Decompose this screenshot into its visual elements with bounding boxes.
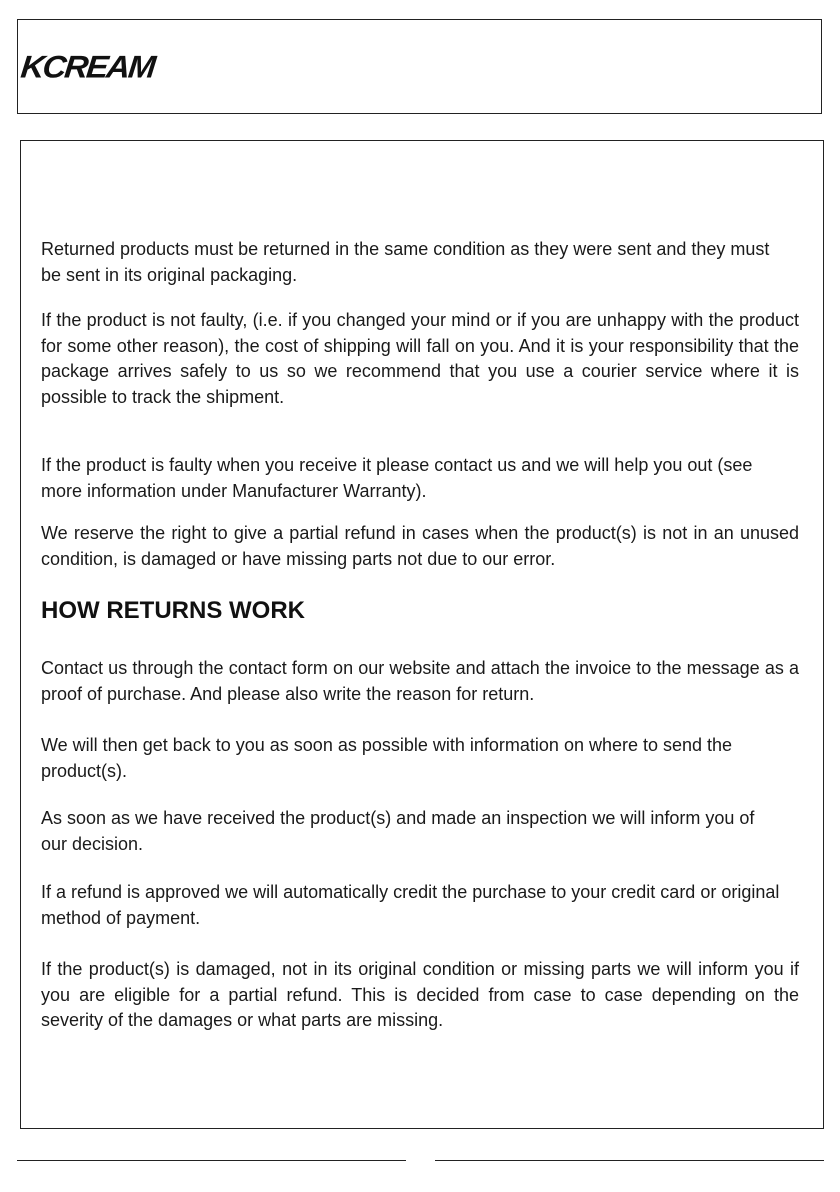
step-damaged: If the product(s) is damaged, not in its original condition or missing parts we will inform you if you are eligible for a partial refund. This is decided from case to case depending on the severity of the damages or what parts are missing. <box>41 959 799 1031</box>
paragraph-partial-refund: We reserve the right to give a partial refund in cases when the product(s) is not in an unused condition, is damaged or have missing parts not due to our error. <box>41 523 799 569</box>
step-refund-approved: If a refund is approved we will automatically credit the purchase to your credit card or original method of payment. <box>41 882 780 928</box>
step-inspection: As soon as we have received the product(s) and made an inspection we will inform you of our decision. <box>41 808 755 854</box>
paragraph-return-condition: Returned products must be returned in the same condition as they were sent and they must be sent in its original packaging. <box>41 239 770 285</box>
paragraph-faulty: If the product is faulty when you receive it please contact us and we will help you out (see more information under Manufacturer Warranty). <box>41 455 753 501</box>
section-heading: HOW RETURNS WORK <box>41 597 305 624</box>
content-box <box>20 140 824 1129</box>
step-contact: Contact us through the contact form on our website and attach the invoice to the message as a proof of purchase. And please also write the reason for return. <box>41 658 799 704</box>
paragraph-not-faulty: If the product is not faulty, (i.e. if you changed your mind or if you are unhappy with the product for some other reason), the cost of shipping will fall on you. And it is your responsibility that the package arrives safely to us so we recommend that you use a courier service where it is possible to track the shipment. <box>41 310 799 407</box>
header-box <box>17 19 822 114</box>
footer-divider-right <box>435 1160 824 1161</box>
footer-divider-left <box>17 1160 406 1161</box>
step-get-back: We will then get back to you as soon as possible with information on where to send the product(s). <box>41 735 733 781</box>
brand-logo: KCREAM <box>19 48 156 85</box>
